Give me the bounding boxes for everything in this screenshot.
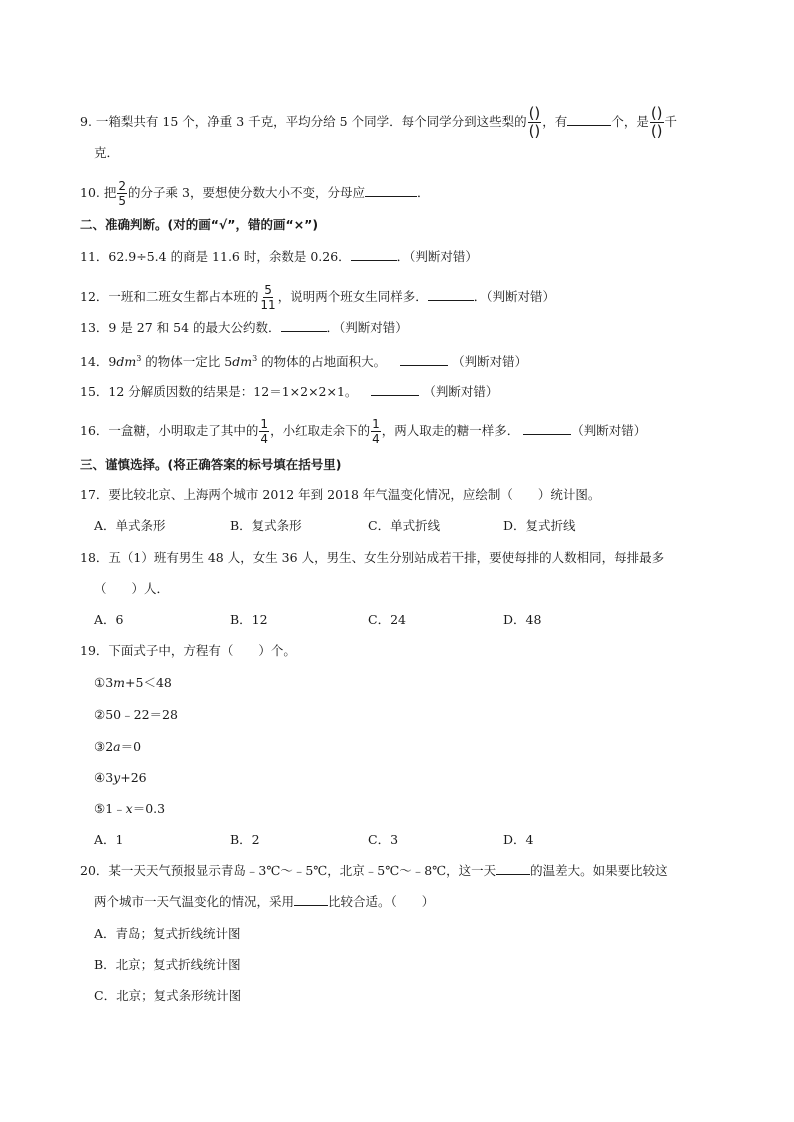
q17-text: 要比较北京、上海两个城市 2012 年到 2018 年气温变化情况，应绘制（ ）统计图。: [108, 487, 601, 502]
q16-fraction-2: $\frac{1}{4}$: [372, 417, 380, 446]
q17-option-b[interactable]: B．复式条形: [230, 518, 302, 533]
q20-text-a: 某一天天气预报显示青岛﹣3℃～﹣5℃，北京﹣5℃～﹣8℃，这一天: [108, 863, 497, 878]
q17-option-d[interactable]: D．复式折线: [503, 518, 576, 533]
q11-line: [80, 247, 478, 267]
q16-text-b: ，小红取走余下的: [270, 423, 371, 438]
q10-answer-blank[interactable]: [365, 183, 417, 197]
q14-number: 14．: [80, 354, 109, 370]
q12-line: [80, 284, 555, 311]
q16-answer-blank[interactable]: [523, 421, 571, 435]
section2-heading: 二、准确判断。(对的画“√”，错的画“×”): [80, 217, 319, 232]
q10-text-b: 的分子乘 3，要想使分数大小不变，分母应: [128, 185, 365, 200]
q19-option-c[interactable]: C．3: [368, 832, 399, 847]
q18-line2: （ ）人．: [94, 581, 170, 596]
q19-option-d[interactable]: D．4: [503, 832, 534, 847]
q13-suffix: ．（判断对错）: [326, 320, 408, 335]
q18-option-d[interactable]: D．48: [503, 612, 542, 627]
q17-number: 17．: [80, 487, 109, 502]
q20-line1: [80, 861, 668, 881]
q15-answer-blank[interactable]: [371, 382, 419, 396]
q20-line2: [94, 892, 434, 912]
q19-option-b[interactable]: B．2: [230, 832, 260, 847]
q9-number: 9.: [80, 114, 92, 129]
q19-item-3: ③2a＝0: [94, 739, 142, 754]
q11-answer-blank[interactable]: [351, 247, 397, 261]
q18-line1: [80, 548, 664, 568]
q10-text-c: ．: [416, 185, 430, 200]
q15-text: 12 分解质因数的结果是：12＝1×2×2×1。: [108, 384, 358, 399]
q13-number: 13．: [80, 320, 109, 335]
q20-option-c[interactable]: C．北京；复式条形统计图: [94, 988, 242, 1003]
q9-text-b: ，有: [542, 114, 568, 129]
q11-text: 62.9÷5.4 的商是 11.6 时，余数是 0.26．: [108, 249, 351, 264]
q20-option-b[interactable]: B．北京；复式折线统计图: [94, 957, 241, 972]
q18-option-b[interactable]: B．12: [230, 612, 268, 627]
q20-option-a[interactable]: A．青岛；复式折线统计图: [94, 926, 241, 941]
q19-item-1: ①3m+5＜48: [94, 675, 172, 690]
q10-line: [80, 180, 429, 207]
q10-number: 10.: [80, 185, 100, 200]
q9-line1: [80, 106, 677, 139]
q15-line: [80, 382, 498, 402]
q16-text-c: ，两人取走的糖一样多．: [381, 423, 520, 438]
q19-text: 下面式子中，方程有（ ）个。: [108, 643, 296, 658]
q17-option-c[interactable]: C．单式折线: [368, 518, 441, 533]
q20-text-d: 比较合适。（ ）: [328, 894, 435, 909]
q14-unit-2: dm: [232, 354, 253, 370]
q15-number: 15．: [80, 384, 109, 399]
q9-fraction-2: $\frac{()}{()}$: [650, 104, 663, 140]
q14-value-1: 9: [108, 354, 117, 370]
q9-answer-blank-1[interactable]: [567, 112, 611, 126]
q12-answer-blank[interactable]: [428, 287, 474, 301]
q14-exponent-1: 3: [136, 354, 142, 363]
q18-option-c[interactable]: C．24: [368, 612, 406, 627]
q16-suffix: （判断对错）: [571, 423, 647, 438]
q16-text-a: 一盒糖，小明取走了其中的: [108, 423, 259, 438]
q20-answer-blank-2[interactable]: [294, 892, 328, 906]
q9-text-c: 个，是: [611, 114, 649, 129]
q9-text-e: 克．: [94, 145, 120, 160]
q13-answer-blank[interactable]: [281, 318, 327, 332]
q14-line: [80, 349, 527, 372]
q15-suffix: （判断对错）: [423, 384, 499, 399]
q12-text-b: ，说明两个班女生同样多．: [277, 289, 428, 304]
q19-item-5: ⑤1﹣x＝0.3: [94, 801, 166, 816]
q13-line: [80, 318, 408, 338]
q14-answer-blank[interactable]: [400, 352, 448, 366]
q19-item-2: ②50﹣22＝28: [94, 707, 178, 722]
q9-fraction-1: $\frac{()}{()}$: [528, 104, 541, 140]
q14-value-2: 5: [224, 354, 233, 370]
q14-unit-1: dm: [116, 354, 137, 370]
q19-item-4: ④3y+26: [94, 770, 147, 785]
q18-number: 18．: [80, 550, 109, 565]
q9-line2: [94, 143, 119, 163]
q14-exponent-2: 3: [252, 354, 258, 363]
q14-suffix: （判断对错）: [452, 354, 528, 370]
q20-number: 20．: [80, 863, 109, 878]
q19-option-a[interactable]: A．1: [94, 832, 124, 847]
q9-text-d: 千: [664, 114, 678, 129]
q10-text-a: 把: [103, 185, 117, 200]
q20-text-c: 两个城市一天气温变化的情况，采用: [94, 894, 295, 909]
q17-option-a[interactable]: A．单式条形: [94, 518, 166, 533]
q12-suffix: ．（判断对错）: [473, 289, 555, 304]
q16-fraction-1: $\frac{1}{4}$: [260, 417, 269, 446]
q12-number: 12．: [80, 289, 109, 304]
q16-line: [80, 418, 646, 445]
q9-text-a: 一箱梨共有 15 个，净重 3 千克，平均分给 5 个同学．每个同学分到这些梨的: [95, 114, 527, 129]
q18-text: 五（1）班有男生 48 人，女生 36 人，男生、女生分别站成若干排，要使每排的人数相同，每排最多: [108, 550, 665, 565]
q11-suffix: ．（判断对错）: [396, 249, 478, 264]
q17-line: [80, 485, 600, 505]
q13-text: 9 是 27 和 54 的最大公约数．: [108, 320, 281, 335]
section3-heading: 三、谨慎选择。(将正确答案的标号填在括号里): [80, 457, 342, 472]
q14-text-b: 的物体的占地面积大。: [257, 354, 387, 370]
q20-answer-blank-1[interactable]: [496, 861, 530, 875]
q10-fraction: $\frac{2}{5}$: [118, 179, 127, 208]
q19-line: [80, 641, 296, 661]
q20-text-b: 的温差大。如果要比较这: [530, 863, 668, 878]
q12-fraction: $\frac{5}{11}$: [260, 283, 276, 312]
q14-text-a: 的物体一定比: [141, 354, 225, 370]
q19-number: 19．: [80, 643, 109, 658]
q18-option-a[interactable]: A．6: [94, 612, 124, 627]
q16-number: 16．: [80, 423, 109, 438]
q11-number: 11．: [80, 249, 109, 264]
q12-text-a: 一班和二班女生都占本班的: [108, 289, 259, 304]
